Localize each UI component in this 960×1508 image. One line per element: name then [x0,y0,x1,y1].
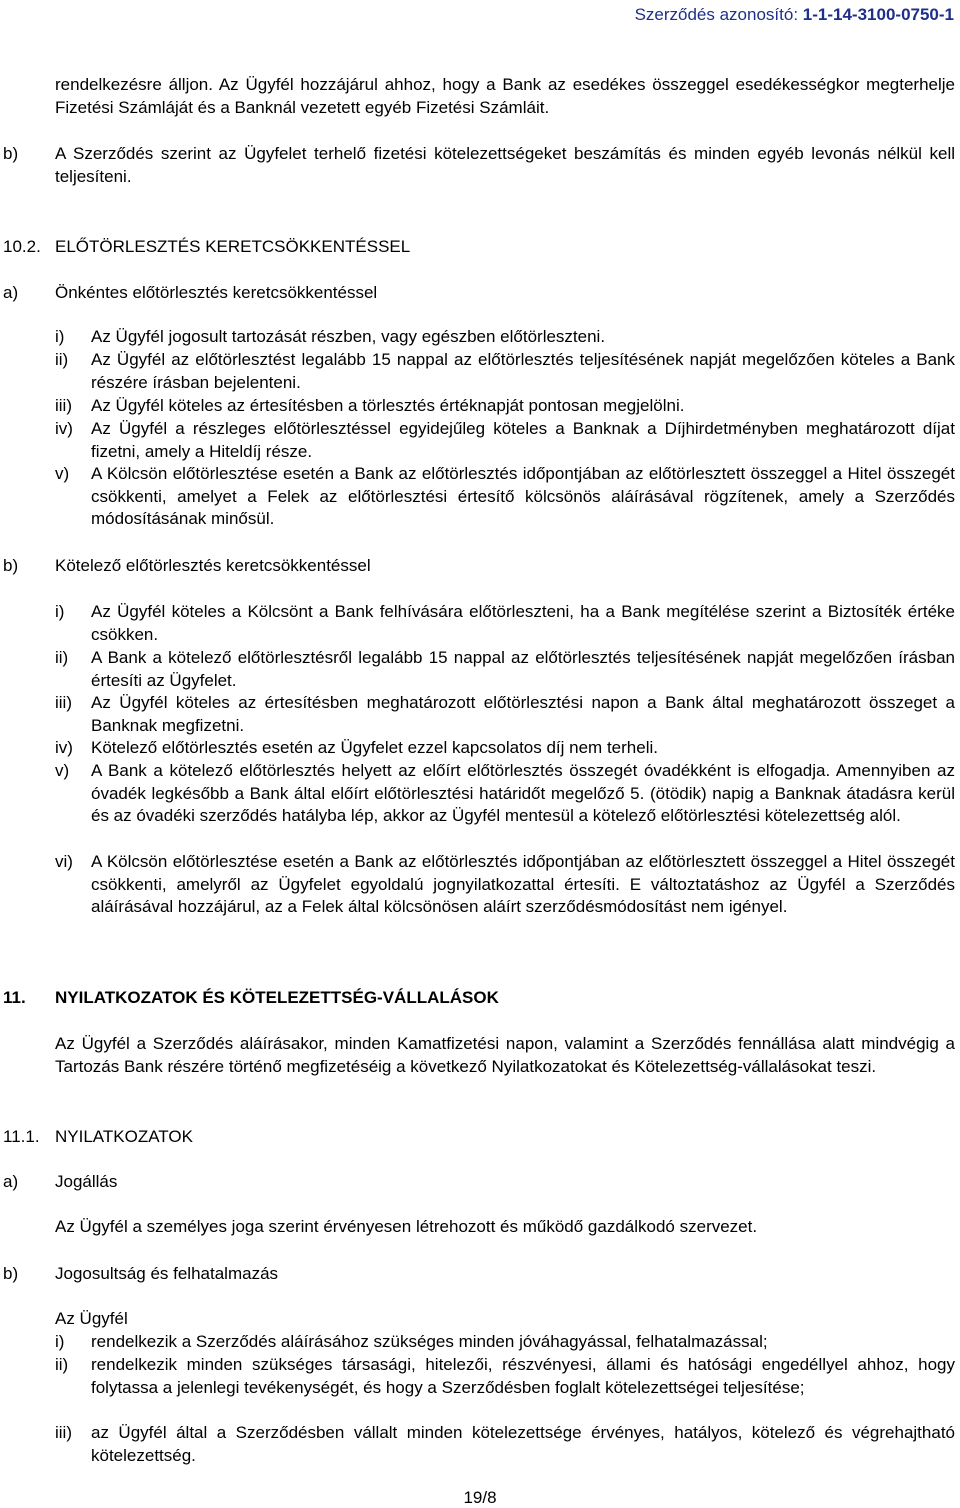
item-label: v) [55,761,70,780]
intro-text: Az Ügyfél [55,1309,128,1328]
item-label: iii) [55,1423,72,1442]
list-item: Az Ügyfél a részleges előtörlesztéssel egyidejűleg köteles a Banknak a Díjhirdetményben meghatározott díjat fizetni, amely a Hiteldíj része. [91,419,955,461]
list-item: Az Ügyfél köteles az értesítésben meghatározott előtörlesztési napon a Bank által meghatározott összeget a Banknak megfizetni. [91,693,955,735]
list-item: rendelkezik minden szükséges társasági, hitelezői, részvényesi, állami és hatósági engedéllyel ahhoz, hogy folytassa a jelenlegi tevékenységét, és hogy a Szerződésben foglalt kötelezettségei teljesítése; [91,1355,955,1397]
item-label: i) [55,1332,65,1351]
section-number: 11.1. [3,1127,40,1146]
contract-id-header [635,5,954,25]
list-item: Az Ügyfél az előtörlesztést legalább 15 nappal az előtörlesztés teljesítésének napját megelőzően köteles a Bank részére írásban bejelenteni. [91,350,955,392]
section-number: 10.2. [3,237,41,256]
item-label: iii) [55,693,72,712]
item-label: v) [55,464,70,483]
section-title: NYILATKOZATOK [55,1127,193,1146]
item-label: ii) [55,648,69,667]
list-item: A Kölcsön előtörlesztése esetén a Bank az előtörlesztés időpontjában az előtörlesztett összeggel a Hitel összegét csökkenti, amelyet a Felek az előtörlesztési értesítő kölcsönös aláírásával rögzítenek, amely a Szerződés módosításának minősül. [91,464,955,528]
subsection-label: a) [3,283,19,302]
list-item: A Bank a kötelező előtörlesztésről legalább 15 nappal az előtörlesztés teljesítésének napját megelőzően írásban értesíti az Ügyfelet. [91,648,955,690]
paragraph: Az Ügyfél a személyes joga szerint érvényesen létrehozott és működő gazdálkodó szervezet. [55,1217,758,1236]
item-label: b) [3,144,19,163]
list-item: A Kölcsön előtörlesztése esetén a Bank az előtörlesztés időpontjában az előtörlesztett összeggel a Hitel összegét csökkenti, amelyről az Ügyfelet egyoldalú jognyilatkozattal értesíti. E változtatáshoz az Ügyfél a Szerződés aláírásával hozzájárul, az a Felek által kölcsönösen aláírt szerződésmódosítást nem igényel. [91,852,955,916]
subsection-title: Jogosultság és felhatalmazás [55,1264,279,1283]
subsection-title: Kötelező előtörlesztés keretcsökkentéssel [55,556,371,575]
header-prefix: Szerződés azonosító: [634,5,803,24]
list-item: az Ügyfél által a Szerződésben vállalt minden kötelezettsége érvényes, hatályos, kötelező és végrehajtható kötelezettség. [91,1423,955,1465]
page-number: 19/8 [463,1488,497,1507]
subsection-label: a) [3,1172,19,1191]
section-title: ELŐTÖRLESZTÉS KERETCSÖKKENTÉSSEL [55,237,411,256]
section-number: 11. [3,988,26,1007]
subsection-label: b) [3,556,19,575]
contract-id: 1-1-14-3100-0750-1 [802,5,954,24]
item-label: ii) [55,350,69,369]
item-label: i) [55,602,65,621]
list-item: Az Ügyfél köteles a Kölcsönt a Bank felhívására előtörleszteni, ha a Bank megítélése szerint a Biztosíték értéke csökken. [91,602,955,644]
item-label: iii) [55,396,72,415]
item-label: i) [55,327,65,346]
list-item: A Bank a kötelező előtörlesztés helyett az előírt előtörlesztés összegét óvadékként is elfogadja. Amennyiben az óvadék legkésőbb a Bank által előírt előtörlesztési határidőt megelőző 5. (ötödik) napig a Banknak átadásra kerül és az óvadéki szerződés hatályba lép, akkor az Ügyfél mentesül a kötelező előtörlesztési kötelezettség alól. [91,761,955,825]
list-item: Az Ügyfél köteles az értesítésben a törlesztés értéknapját pontosan megjelölni. [91,396,685,415]
item-label: iv) [55,738,73,757]
list-item: Az Ügyfél jogosult tartozását részben, vagy egészben előtörleszteni. [91,327,606,346]
subsection-label: b) [3,1264,19,1283]
section-title: NYILATKOZATOK ÉS KÖTELEZETTSÉG-VÁLLALÁSOK [55,988,499,1007]
item-label: ii) [55,1355,69,1374]
paragraph-b: A Szerződés szerint az Ügyfelet terhelő fizetési kötelezettségeket beszámítás és minden egyéb levonás nélkül kell teljesíteni. [55,144,955,186]
continued-paragraph: rendelkezésre álljon. Az Ügyfél hozzájárul ahhoz, hogy a Bank az esedékes összeggel esedékességkor megterhelje Fizetési Számláját és a Banknál vezetett egyéb Fizetési Számláit. [55,75,955,117]
section-paragraph: Az Ügyfél a Szerződés aláírásakor, minden Kamatfizetési napon, valamint a Szerződés fennállása alatt mindvégig a Tartozás Bank részére történő megfizetéséig a következő Nyilatkozatokat és Kötelezettség-vállalásokat teszi. [55,1034,955,1076]
item-label: iv) [55,419,73,438]
item-label: vi) [55,852,73,871]
list-item: Kötelező előtörlesztés esetén az Ügyfelet ezzel kapcsolatos díj nem terheli. [91,738,658,757]
subsection-title: Önkéntes előtörlesztés keretcsökkentéssel [55,283,378,302]
list-item: rendelkezik a Szerződés aláírásához szükséges minden jóváhagyással, felhatalmazással; [91,1332,768,1351]
subsection-title: Jogállás [55,1172,118,1191]
